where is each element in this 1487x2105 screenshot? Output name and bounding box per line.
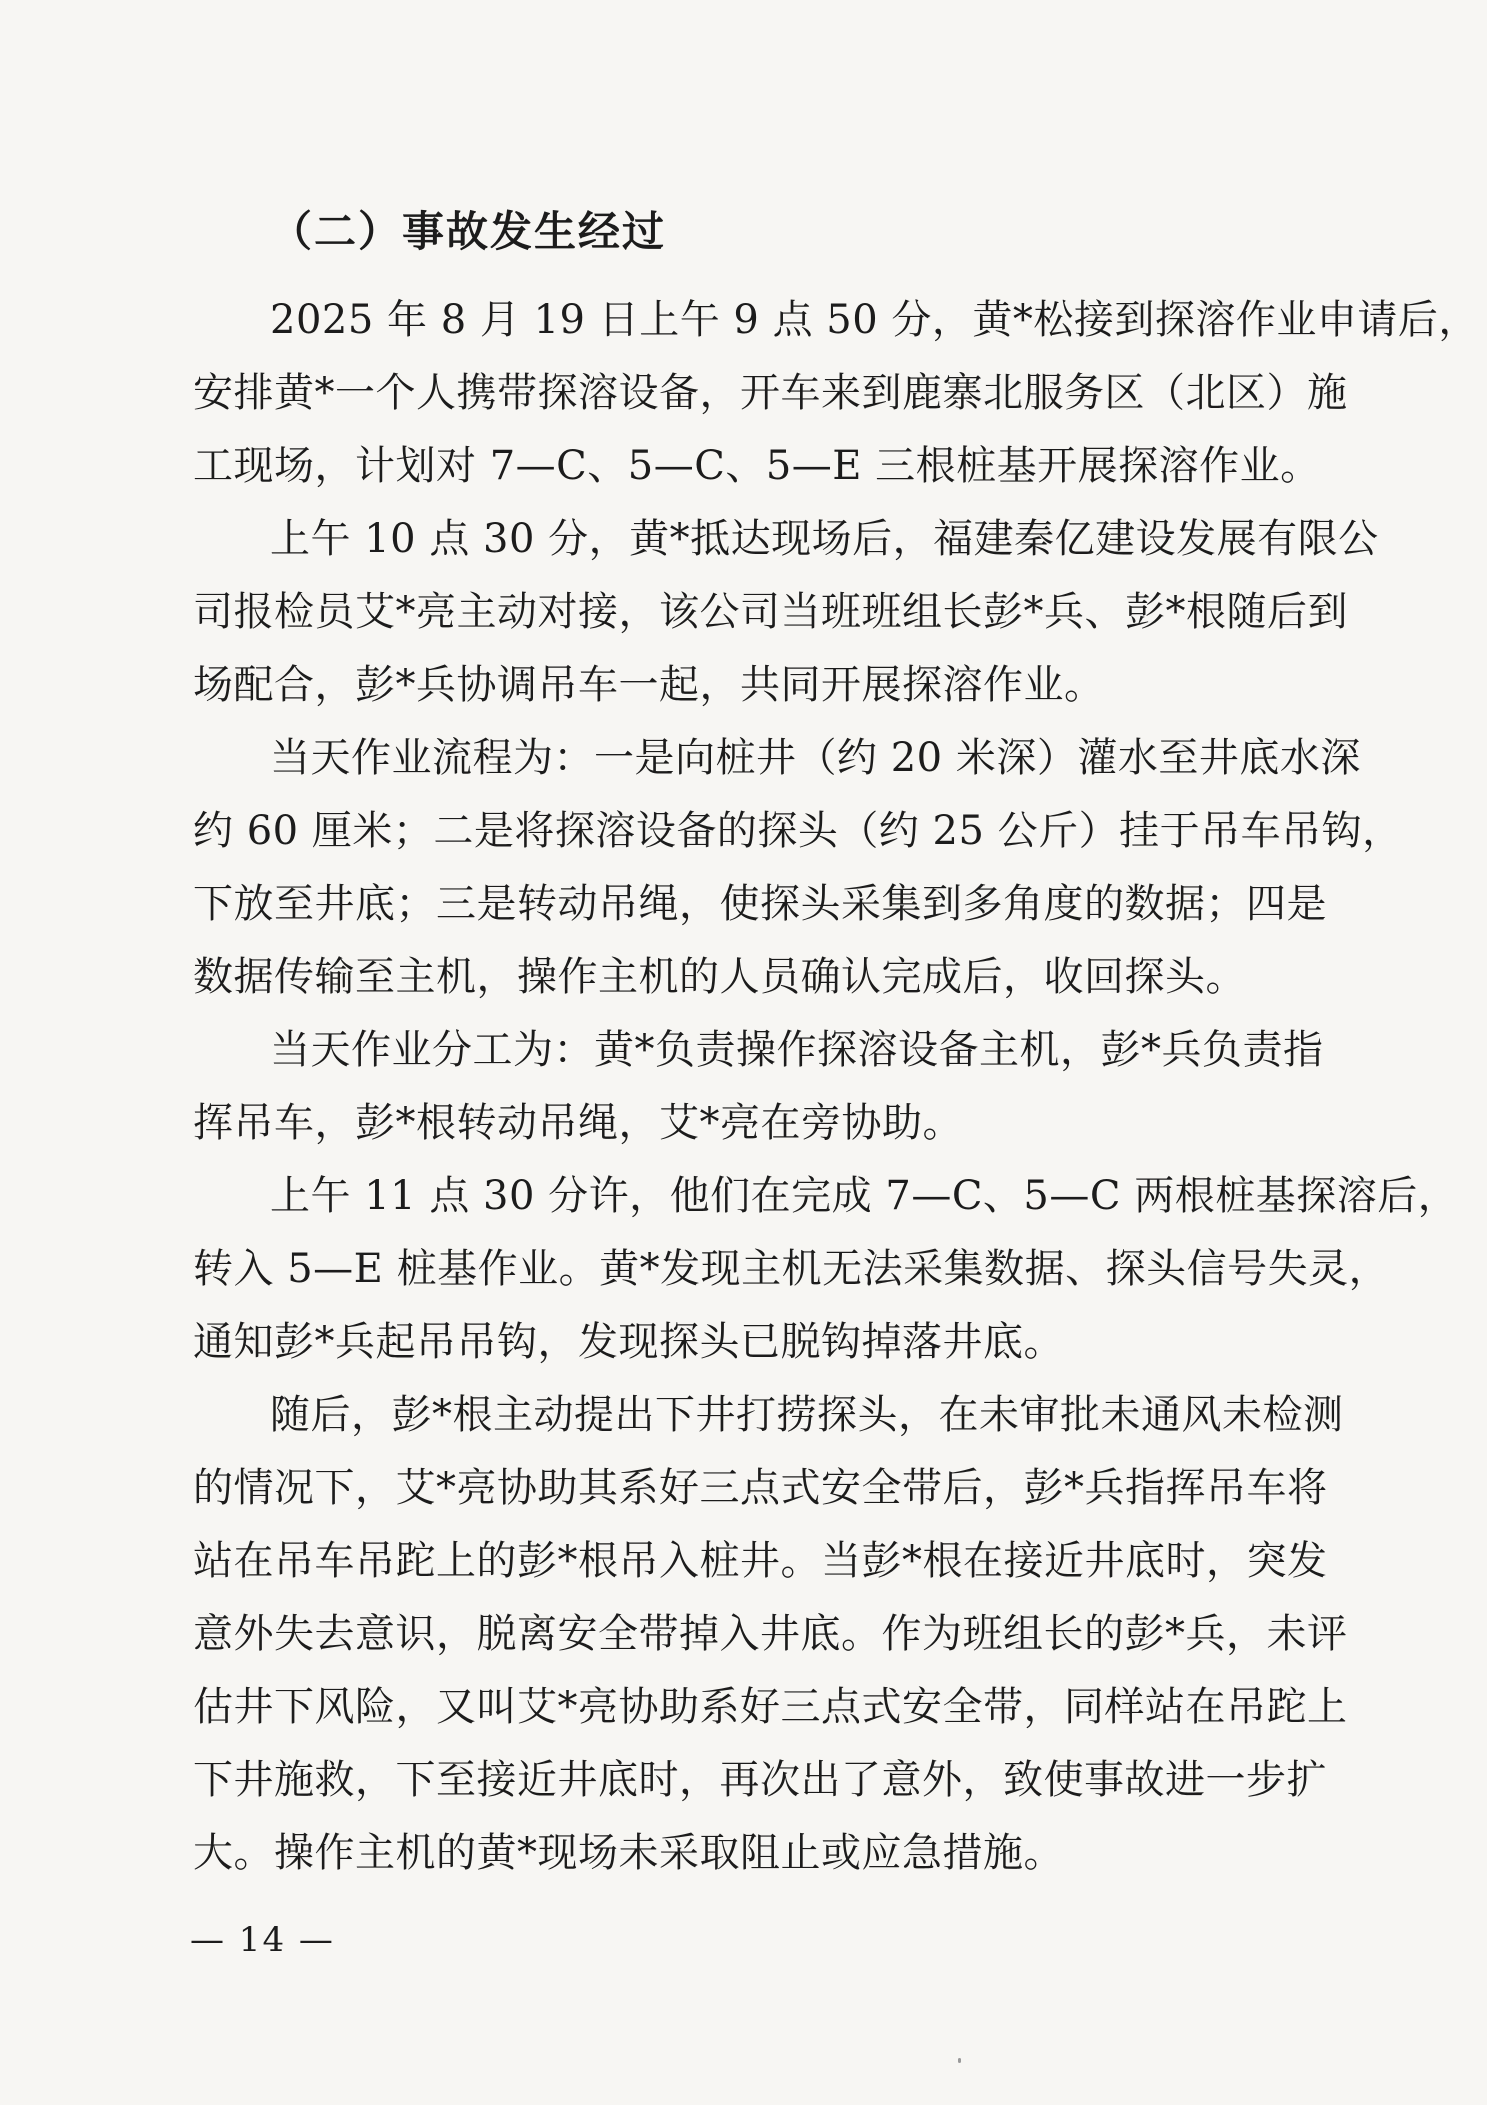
- section-heading: （二）事故发生经过: [270, 207, 667, 256]
- text-line: 司报检员艾*亮主动对接，该公司当班班组长彭*兵、彭*根随后到: [193, 589, 1348, 635]
- text-line: 约 60 厘米；二是将探溶设备的探头（约 25 公斤）挂于吊车吊钩，: [193, 808, 1403, 854]
- text-line: 工现场，计划对 7—C、5—C、5—E 三根桩基开展探溶作业。: [193, 443, 1321, 489]
- text-line: 转入 5—E 桩基作业。黄*发现主机无法采集数据、探头信号失灵，: [193, 1246, 1390, 1292]
- text-line: 数据传输至主机，操作主机的人员确认完成后，收回探头。: [193, 954, 1246, 1000]
- scan-speck: [958, 2058, 961, 2063]
- text-line: 随后，彭*根主动提出下井打捞探头，在未审批未通风未检测: [270, 1392, 1344, 1438]
- text-line: 意外失去意识，脱离安全带掉入井底。作为班组长的彭*兵，未评: [193, 1611, 1348, 1657]
- text-line: 2025 年 8 月 19 日上午 9 点 50 分，黄*松接到探溶作业申请后，: [270, 297, 1479, 343]
- text-line: 上午 11 点 30 分许，他们在完成 7—C、5—C 两根桩基探溶后，: [270, 1173, 1459, 1219]
- text-line: 挥吊车，彭*根转动吊绳，艾*亮在旁协助。: [193, 1100, 963, 1146]
- text-line: 当天作业分工为：黄*负责操作探溶设备主机，彭*兵负责指: [270, 1027, 1324, 1073]
- text-line: 站在吊车吊跎上的彭*根吊入桩井。当彭*根在接近井底时，突发: [193, 1538, 1328, 1584]
- text-line: 当天作业流程为：一是向桩井（约 20 米深）灌水至井底水深: [270, 735, 1361, 781]
- text-line: 估井下风险，又叫艾*亮协助系好三点式安全带，同样站在吊跎上: [193, 1684, 1348, 1730]
- text-line: 上午 10 点 30 分，黄*抵达现场后，福建秦亿建设发展有限公: [270, 516, 1379, 562]
- text-line: 下放至井底；三是转动吊绳，使探头采集到多角度的数据；四是: [193, 881, 1327, 927]
- text-line: 大。操作主机的黄*现场未采取阻止或应急措施。: [193, 1830, 1064, 1876]
- text-line: 的情况下，艾*亮协助其系好三点式安全带后，彭*兵指挥吊车将: [193, 1465, 1328, 1511]
- text-line: 安排黄*一个人携带探溶设备，开车来到鹿寨北服务区（北区）施: [193, 370, 1348, 416]
- text-line: 场配合，彭*兵协调吊车一起，共同开展探溶作业。: [193, 662, 1105, 708]
- text-line: 下井施救，下至接近井底时，再次出了意外，致使事故进一步扩: [193, 1757, 1327, 1803]
- text-line: 通知彭*兵起吊吊钩，发现探头已脱钩掉落井底。: [193, 1319, 1064, 1365]
- page-number: — 14 —: [190, 1920, 335, 1960]
